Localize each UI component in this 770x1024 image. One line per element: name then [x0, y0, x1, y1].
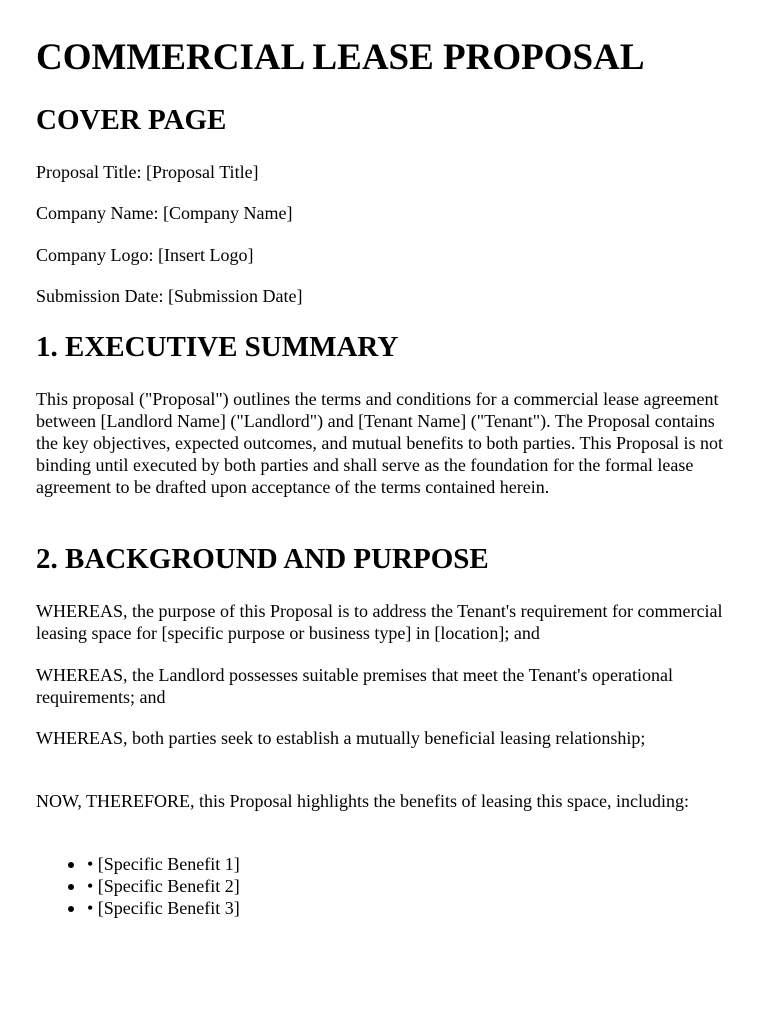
submission-date-field: Submission Date: [Submission Date]: [36, 286, 303, 306]
whereas-landlord-paragraph: WHEREAS, the Landlord possesses suitable premises that meet the Tenant's operational requirements; and: [36, 665, 674, 707]
bullet-icon: [68, 884, 74, 890]
list-item: [66, 875, 240, 897]
background-purpose-heading: 2. BACKGROUND AND PURPOSE: [36, 543, 489, 575]
benefit-text: • [Specific Benefit 3]: [87, 898, 240, 918]
executive-summary-paragraph: This proposal ("Proposal") outlines the terms and conditions for a commercial lease agreement between [Landlord Name] ("Landlord") and [Tenant Name] ("Tenant"). The Proposal contains the key objectives, expected outcomes, and mutual benefits to both parties. This Proposal is not binding until executed by both parties and shall serve as the foundation for the formal lease agreement to be drafted upon acceptance of the terms contained herein.: [36, 389, 724, 497]
benefit-text: • [Specific Benefit 2]: [87, 876, 240, 896]
company-name-field: Company Name: [Company Name]: [36, 203, 293, 223]
bullet-icon: [68, 906, 74, 912]
whereas-parties-paragraph: WHEREAS, both parties seek to establish a mutually beneficial leasing relationship;: [36, 728, 646, 748]
cover-page-heading: COVER PAGE: [36, 104, 227, 136]
now-therefore-paragraph: NOW, THEREFORE, this Proposal highlights the benefits of leasing this space, including:: [36, 791, 689, 811]
executive-summary-heading: 1. EXECUTIVE SUMMARY: [36, 331, 399, 363]
benefit-text: • [Specific Benefit 1]: [87, 854, 240, 874]
company-logo-field: Company Logo: [Insert Logo]: [36, 245, 254, 265]
proposal-title-field: Proposal Title: [Proposal Title]: [36, 162, 259, 182]
whereas-purpose-paragraph: WHEREAS, the purpose of this Proposal is to address the Tenant's requirement for commercial leasing space for [specific purpose or business type] in [location]; and: [36, 601, 723, 643]
list-item: [66, 853, 240, 875]
document-title: COMMERCIAL LEASE PROPOSAL: [36, 37, 645, 78]
benefits-list: [66, 853, 240, 919]
bullet-icon: [68, 862, 74, 868]
list-item: [66, 897, 240, 919]
